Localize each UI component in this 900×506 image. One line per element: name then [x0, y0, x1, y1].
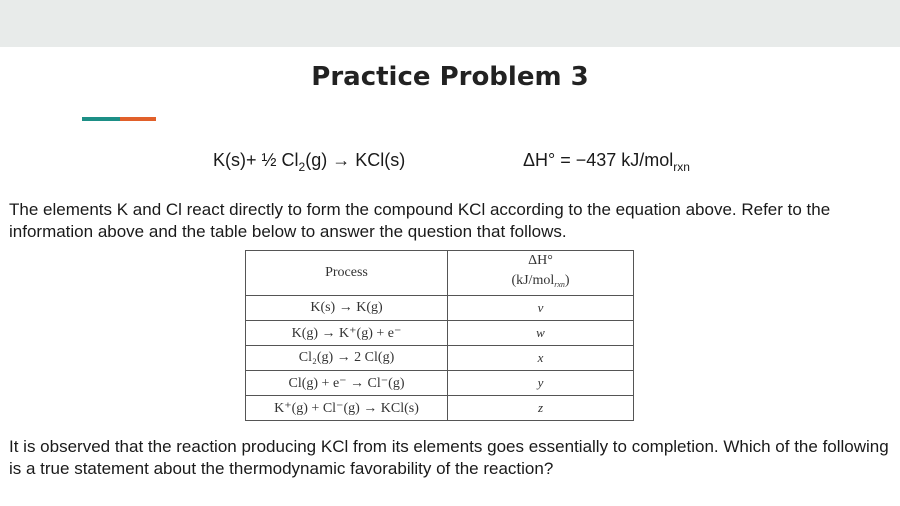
slide-title: Practice Problem 3	[311, 62, 589, 92]
value-cell: v	[448, 296, 634, 321]
value-cell: w	[448, 321, 634, 346]
header-units-close: )	[564, 273, 570, 288]
equation-subscript: 2	[298, 160, 306, 174]
question-paragraph: It is observed that the reaction producing KCl from its elements goes essentially to completion. Which of the following is a true statement about the thermodynamic favorability of the reaction?	[9, 437, 889, 478]
value-cell: x	[448, 346, 634, 371]
table-row	[246, 346, 634, 371]
accent-bar-teal	[82, 117, 120, 121]
equation-right: (g) → KCl(s)	[305, 150, 406, 170]
table-row	[246, 371, 634, 396]
process-cell: K(g) → K⁺(g) + e⁻	[246, 321, 448, 346]
reaction-enthalpy	[523, 150, 690, 174]
header-enthalpy	[448, 251, 634, 296]
process-table	[245, 250, 634, 421]
top-band	[0, 0, 900, 47]
process-cell: Cl(g) + e⁻ → Cl⁻(g)	[246, 371, 448, 396]
enthalpy-subscript: rxn	[673, 160, 690, 174]
header-process: Process	[246, 251, 448, 296]
header-enthalpy-symbol: ΔH°	[528, 253, 553, 268]
process-cell: K⁺(g) + Cl⁻(g) → KCl(s)	[246, 396, 448, 421]
header-units-text: (kJ/mol	[511, 273, 555, 288]
header-enthalpy-units	[452, 271, 629, 295]
table-row	[246, 396, 634, 421]
header-units-subscript: rxn	[554, 280, 565, 289]
value-cell: y	[448, 371, 634, 396]
intro-paragraph: The elements K and Cl react directly to form the compound KCl according to the equation above. Refer to the information above and the table below to answer the question that follows.	[9, 200, 831, 241]
enthalpy-label: ΔH° = −437 kJ/mol	[523, 150, 674, 170]
reaction-equation	[213, 150, 406, 174]
table-row	[246, 296, 634, 321]
table-row	[246, 321, 634, 346]
process-cell: Cl₂(g) → 2 Cl(g)	[246, 346, 448, 371]
equation-left: K(s)+ ½ Cl	[213, 150, 299, 170]
accent-bar-orange	[120, 117, 156, 121]
process-cell: K(s) → K(g)	[246, 296, 448, 321]
value-cell: z	[448, 396, 634, 421]
table-header-row	[246, 251, 634, 296]
